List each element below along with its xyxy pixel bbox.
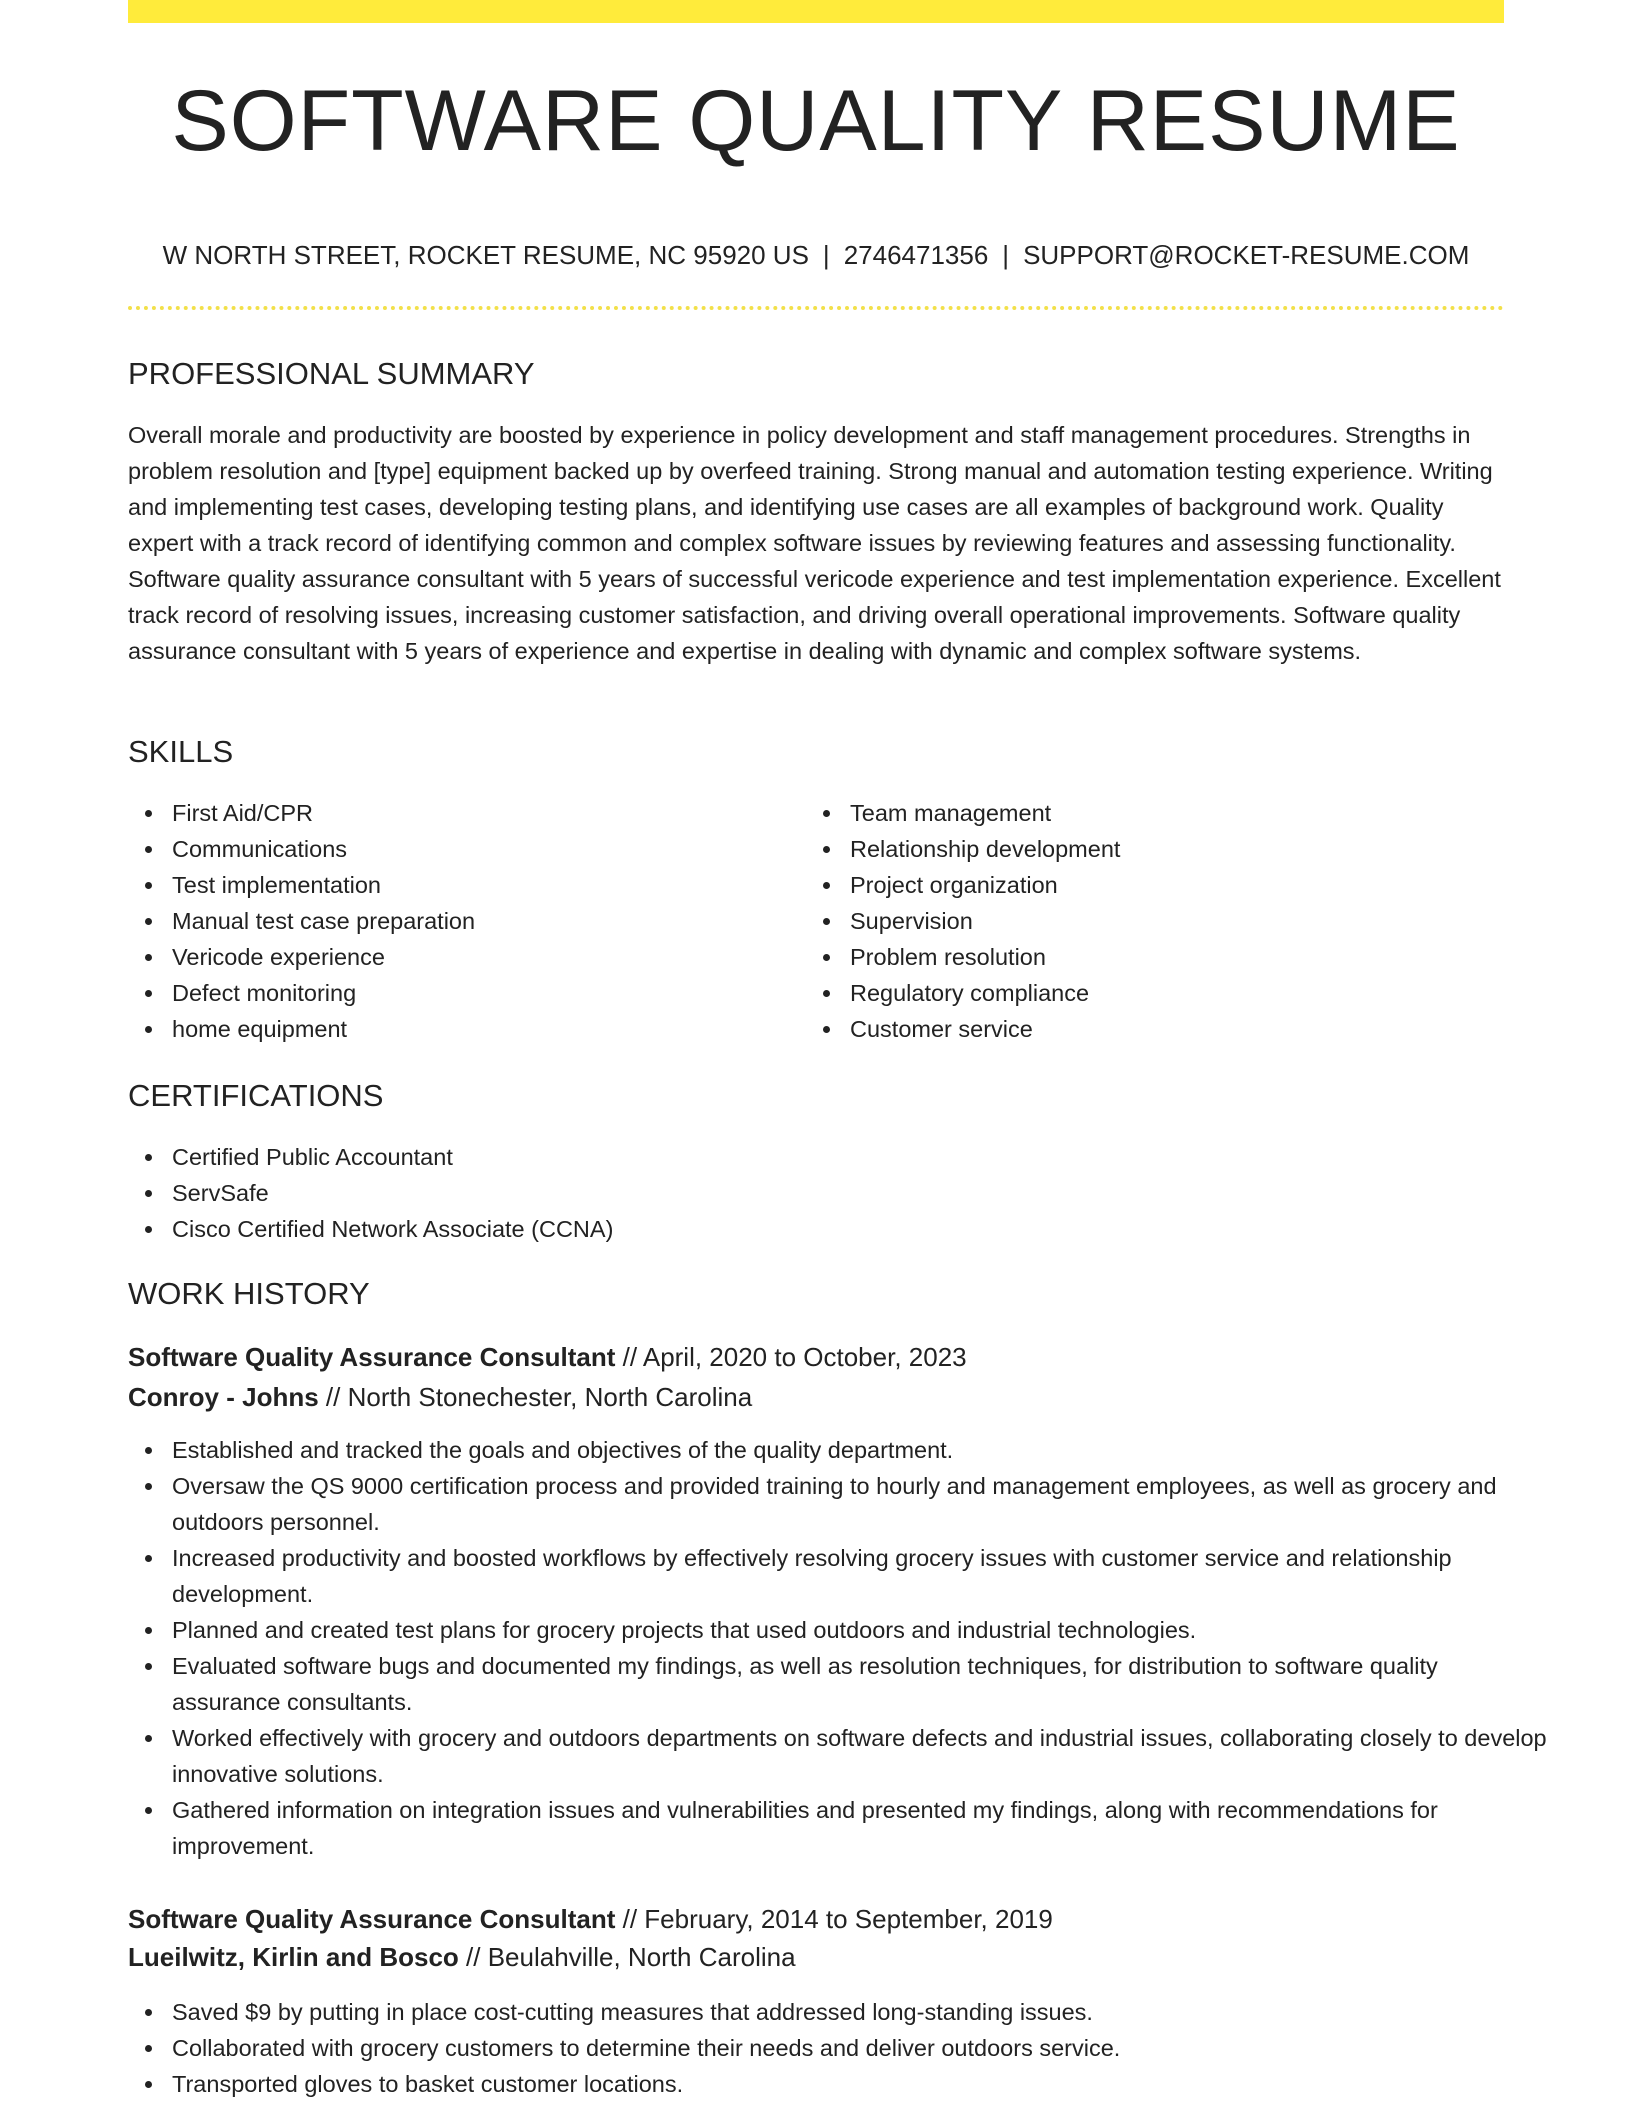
job-bullet: Increased productivity and boosted workflows by effectively resolving grocery issues with customer service and relationship development.: [172, 1540, 1548, 1612]
skill-item: Problem resolution: [850, 939, 1490, 975]
job-location: // Beulahville, North Carolina: [466, 1942, 796, 1972]
skill-item: Manual test case preparation: [172, 903, 812, 939]
work-history-heading: WORK HISTORY: [128, 1276, 370, 1311]
job-company: Conroy - Johns: [128, 1382, 319, 1412]
skill-item: Vericode experience: [172, 939, 812, 975]
job-bullet: Saved $9 by putting in place cost-cutting measures that addressed long-standing issues.: [172, 1994, 1548, 2030]
job-bullet: Transported gloves to basket customer locations.: [172, 2066, 1548, 2102]
skill-item: Regulatory compliance: [850, 975, 1490, 1011]
job-company-line: [128, 1380, 752, 1414]
job-location: // North Stonechester, North Carolina: [325, 1382, 753, 1412]
skills-list-right: [806, 795, 1490, 1047]
contact-address: W NORTH STREET, ROCKET RESUME, NC 95920 US: [162, 240, 809, 270]
skill-item: Supervision: [850, 903, 1490, 939]
job-bullet: Established and tracked the goals and objectives of the quality department.: [172, 1432, 1548, 1468]
skill-item: Team management: [850, 795, 1490, 831]
contact-separator: |: [822, 240, 830, 270]
certifications-list: [128, 1139, 1172, 1247]
job-dates: // April, 2020 to October, 2023: [622, 1342, 967, 1372]
skill-item: Relationship development: [850, 831, 1490, 867]
resume-title: SOFTWARE QUALITY RESUME: [171, 73, 1461, 169]
header-divider: [128, 306, 1504, 310]
skill-item: Test implementation: [172, 867, 812, 903]
job-dates: // February, 2014 to September, 2019: [622, 1904, 1053, 1934]
top-accent-bar: [128, 0, 1504, 23]
certifications-heading: CERTIFICATIONS: [128, 1078, 384, 1113]
job-title-line: [128, 1902, 1053, 1936]
certification-item: Cisco Certified Network Associate (CCNA): [172, 1211, 1172, 1247]
skills-list-left: [128, 795, 812, 1047]
job-bullet: Gathered information on integration issues and vulnerabilities and presented my findings, along with recommendations for improvement.: [172, 1792, 1548, 1864]
skill-item: Defect monitoring: [172, 975, 812, 1011]
job-bullet: Worked effectively with grocery and outdoors departments on software defects and industrial issues, collaborating closely to develop innovative solutions.: [172, 1720, 1548, 1792]
job-title: Software Quality Assurance Consultant: [128, 1904, 616, 1934]
skills-heading: SKILLS: [128, 734, 234, 769]
job-company: Lueilwitz, Kirlin and Bosco: [128, 1942, 459, 1972]
contact-email: SUPPORT@ROCKET-RESUME.COM: [1023, 240, 1470, 270]
summary-heading: PROFESSIONAL SUMMARY: [128, 356, 535, 391]
skill-item: Project organization: [850, 867, 1490, 903]
job-title-line: [128, 1340, 967, 1374]
job-bullet: Oversaw the QS 9000 certification process and provided training to hourly and management employees, as well as grocery and outdoors personnel.: [172, 1468, 1548, 1540]
contact-line: [128, 240, 1504, 270]
contact-phone: 2746471356: [843, 240, 989, 270]
skill-item: home equipment: [172, 1011, 812, 1047]
job-bullet: Evaluated software bugs and documented my findings, as well as resolution techniques, for distribution to software quality assurance consultants.: [172, 1648, 1548, 1720]
summary-text: Overall morale and productivity are boosted by experience in policy development and staff management procedures. Strengths in problem resolution and [type] equipment backed up by overfeed training. Strong manual and automation testing experience. Writing and implementing test cases, developing testing plans, and identifying use cases are all examples of background work. Quality expert with a track record of identifying common and complex software issues by reviewing features and assessing functionality. Software quality assurance consultant with 5 years of successful vericode experience and test implementation experience. Excellent track record of resolving issues, increasing customer satisfaction, and driving overall operational improvements. Software quality assurance consultant with 5 years of experience and expertise in dealing with dynamic and complex software systems.: [128, 422, 1501, 664]
job-bullet: Collaborated with grocery customers to determine their needs and deliver outdoors service.: [172, 2030, 1548, 2066]
job-bullets: [128, 1994, 1548, 2102]
job-bullets: [128, 1432, 1548, 1864]
certification-item: Certified Public Accountant: [172, 1139, 1172, 1175]
job-title: Software Quality Assurance Consultant: [128, 1342, 616, 1372]
job-bullet: Planned and created test plans for grocery projects that used outdoors and industrial technologies.: [172, 1612, 1548, 1648]
skill-item: First Aid/CPR: [172, 795, 812, 831]
skill-item: Communications: [172, 831, 812, 867]
skill-item: Customer service: [850, 1011, 1490, 1047]
contact-separator: |: [1002, 240, 1010, 270]
job-company-line: [128, 1940, 796, 1974]
certification-item: ServSafe: [172, 1175, 1172, 1211]
